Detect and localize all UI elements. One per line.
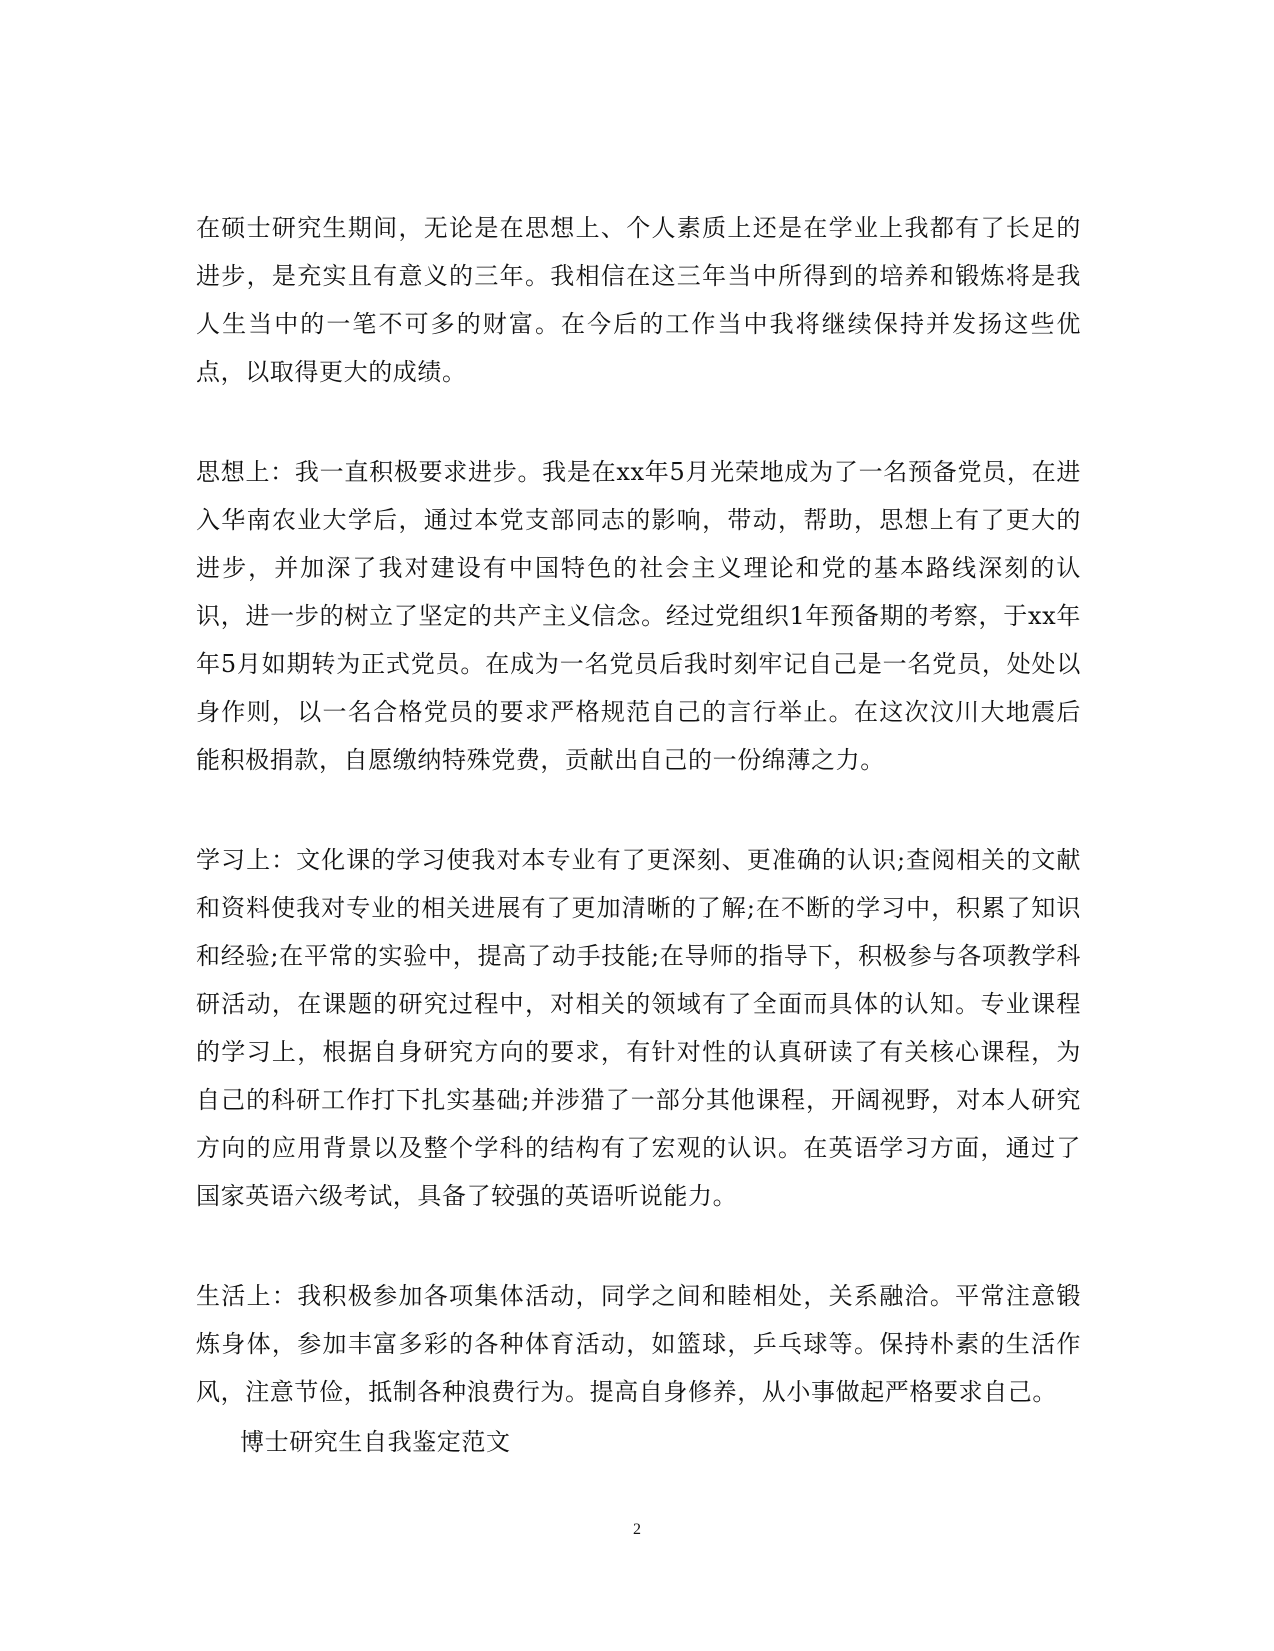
paragraph-study: 学习上：文化课的学习使我对本专业有了更深刻、更准确的认识;查阅相关的文献和资料使我对专业的相关进展有了更加清晰的了解;在不断的学习中，积累了知识和经验;在平常的实验中，提高了动手技能;在导师的指导下，积极参与各项教学科研活动，在课题的研究过程中，对相关的领域有了全面而具体的认知。专业课程的学习上，根据自身研究方向的要求，有针对性的认真研读了有关核心课程，为自己的科研工作打下扎实基础;并涉猎了一部分其他课程，开阔视野，对本人研究方向的应用背景以及整个学科的结构有了宏观的认识。在英语学习方面，通过了国家英语六级考试，具备了较强的英语听说能力。 bbox=[196, 846, 1081, 1210]
paragraph-life: 生活上：我积极参加各项集体活动，同学之间和睦相处，关系融洽。平常注意锻炼身体，参加丰富多彩的各种体育活动，如篮球，乒乓球等。保持朴素的生活作风，注意节俭，抵制各种浪费行为。提高自身修养，从小事做起严格要求自己。 bbox=[196, 1282, 1081, 1406]
paragraph-ideology: 思想上：我一直积极要求进步。我是在xx年5月光荣地成为了一名预备党员，在进入华南农业大学后，通过本党支部同志的影响，带动，帮助，思想上有了更大的进步，并加深了我对建设有中国特色的社会主义理论和党的基本路线深刻的认识，进一步的树立了坚定的共产主义信念。经过党组织1年预备期的考察，于xx年年5月如期转为正式党员。在成为一名党员后我时刻牢记自己是一名党员，处处以身作则，以一名合格党员的要求严格规范自己的言行举止。在这次汶川大地震后能积极捐款，自愿缴纳特殊党费，贡献出自己的一份绵薄之力。 bbox=[196, 458, 1081, 774]
paragraph-summary: 在硕士研究生期间，无论是在思想上、个人素质上还是在学业上我都有了长足的进步，是充实且有意义的三年。我相信在这三年当中所得到的培养和锻炼将是我人生当中的一笔不可多的财富。在今后的工作当中我将继续保持并发扬这些优点，以取得更大的成绩。 bbox=[196, 214, 1081, 386]
document-body bbox=[196, 204, 1081, 1466]
next-section-title: 博士研究生自我鉴定范文 bbox=[240, 1428, 511, 1456]
page-number: 2 bbox=[633, 1521, 641, 1538]
